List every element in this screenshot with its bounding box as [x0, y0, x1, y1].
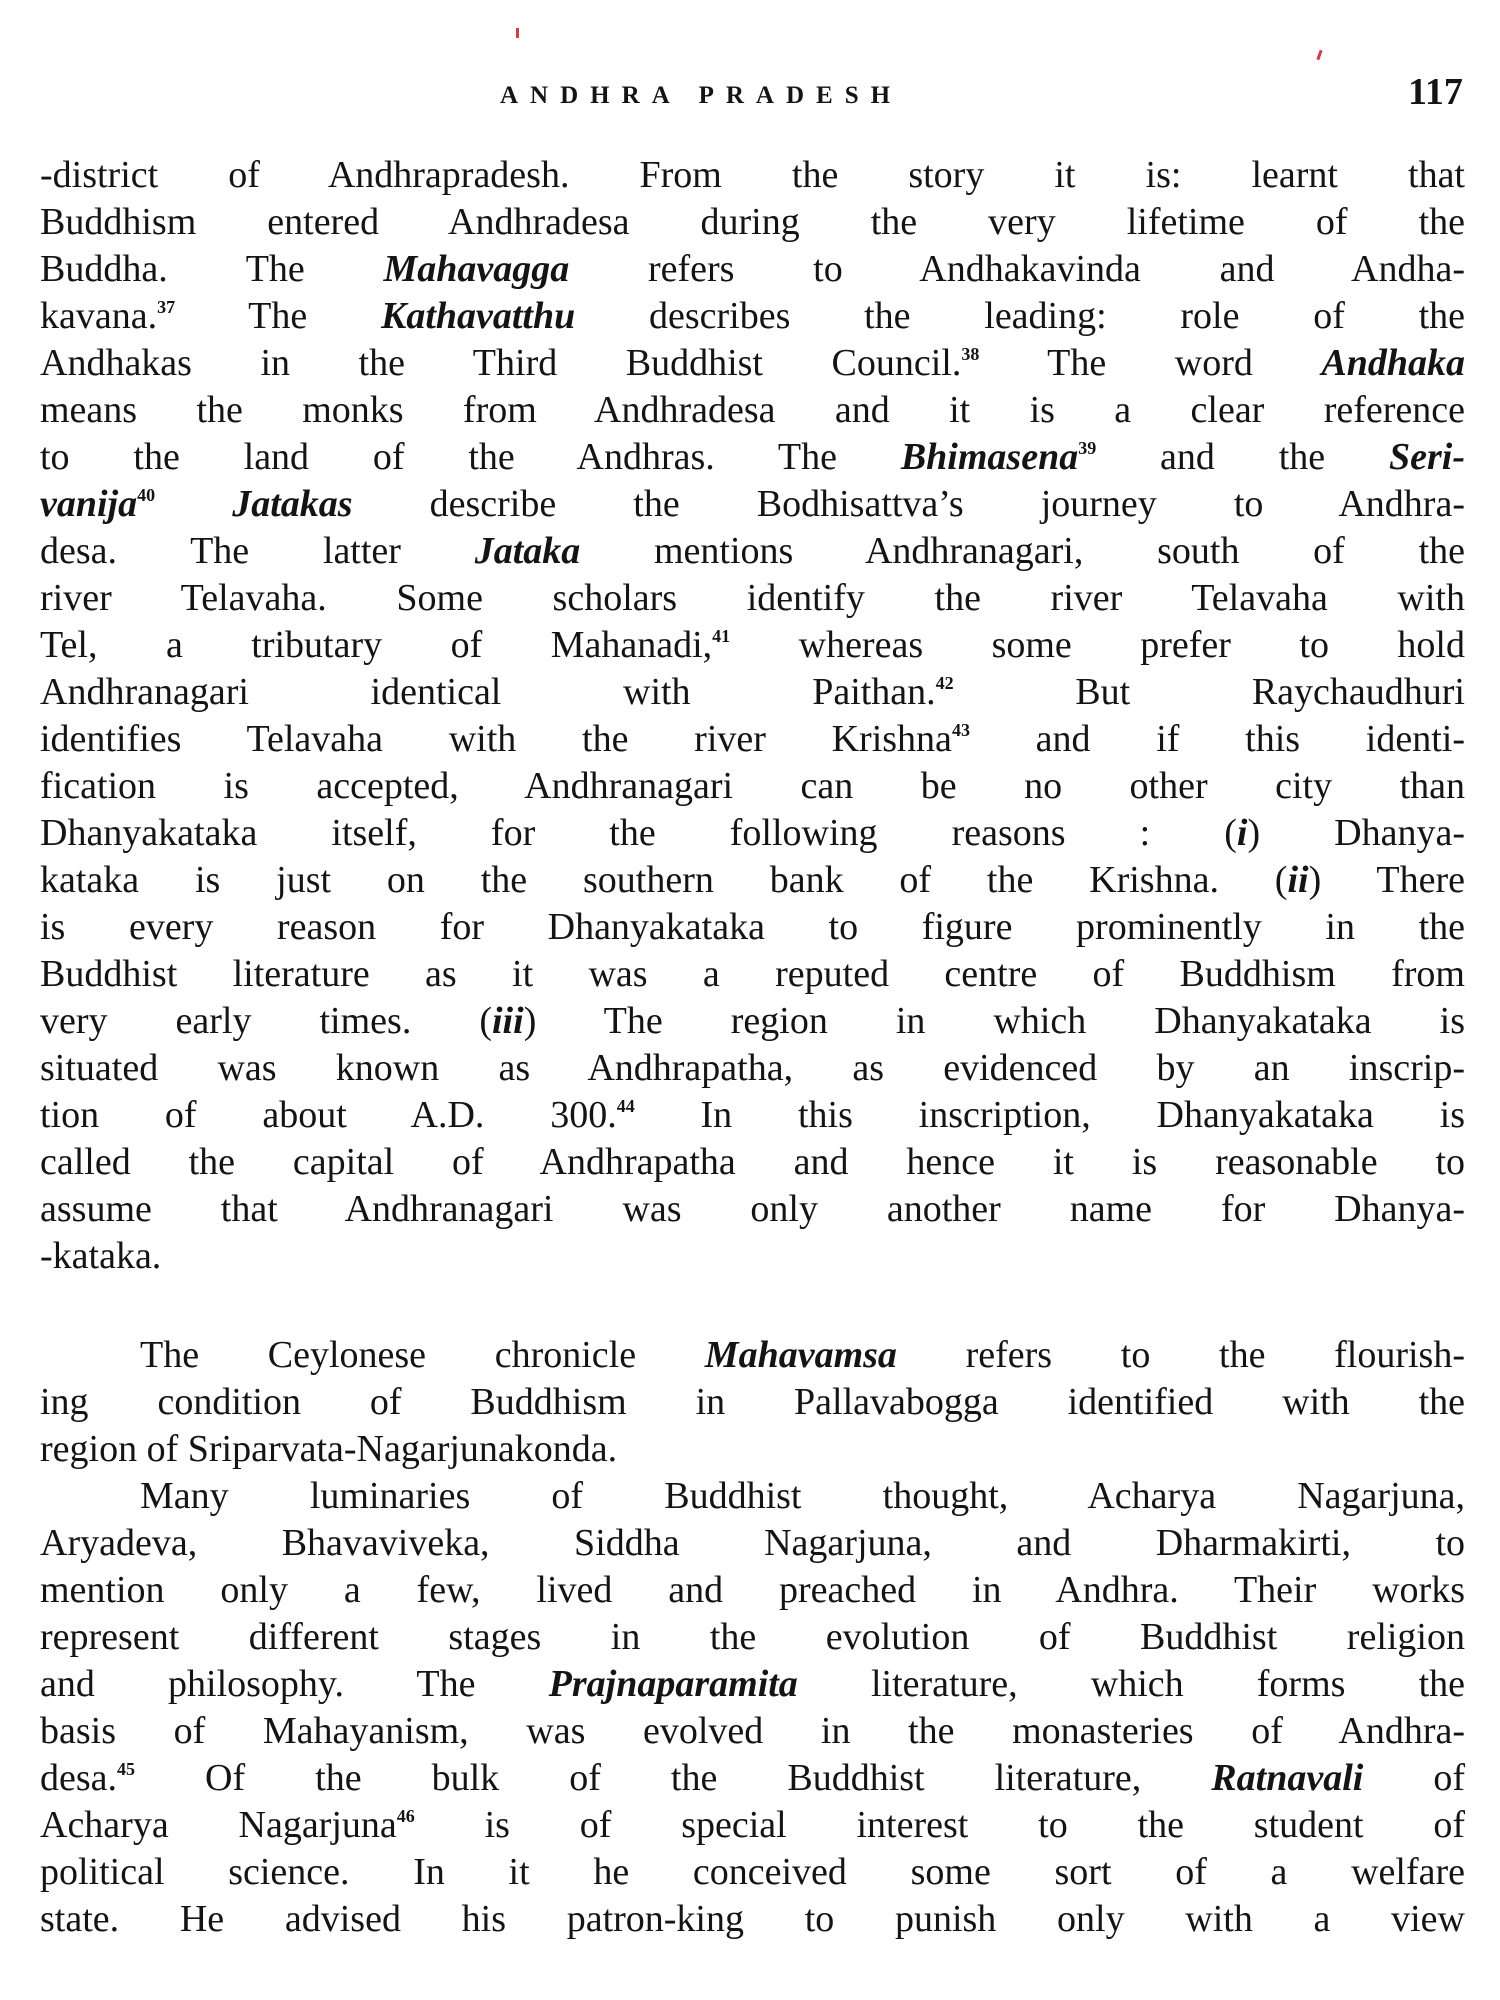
italic-title: Mahavagga	[383, 248, 570, 290]
footnote-marker: 43	[951, 720, 970, 740]
text-line	[40, 1520, 1465, 1567]
text-run: is of special interest to the student of	[414, 1804, 1465, 1846]
text-run: literature, which forms the	[797, 1663, 1465, 1705]
italic-title: vanija	[40, 483, 138, 525]
text-run: ) The region in which Dhanyakataka is	[523, 1000, 1465, 1042]
text-run: represent different stages in the evolution of Buddhist religion	[40, 1616, 1465, 1658]
text-line	[40, 951, 1465, 998]
text-run: Buddha. The	[40, 248, 384, 290]
text-line	[40, 1186, 1465, 1233]
text-line	[40, 481, 1465, 528]
text-run: tion of about A.D. 300.	[40, 1094, 617, 1136]
text-line	[40, 575, 1465, 622]
text-run: mention only a few, lived and preached in Andhra. Their works	[40, 1569, 1465, 1611]
text-run: describes the leading: role of the	[575, 295, 1465, 337]
text-run: kataka is just on the southern bank of the Krishna. (	[40, 859, 1288, 901]
italic-title: Prajnaparamita	[548, 1663, 798, 1705]
text-line	[40, 1045, 1465, 1092]
text-run: Andhakas in the Third Buddhist Council.	[40, 342, 962, 384]
text-run: Tel, a tributary of Mahanadi,	[40, 624, 713, 666]
text-line	[40, 199, 1465, 246]
text-run: kavana.	[40, 295, 158, 337]
text-line	[40, 904, 1465, 951]
text-run: Acharya Nagarjuna	[40, 1804, 397, 1846]
text-line	[40, 1849, 1465, 1896]
text-run: and the	[1096, 436, 1389, 478]
text-run: very early times. (	[40, 1000, 492, 1042]
text-line	[40, 1332, 1465, 1379]
text-line	[40, 434, 1465, 481]
italic-title: Mahavamsa	[704, 1334, 897, 1376]
text-run: ) There	[1308, 859, 1465, 901]
running-head: ANDHRA PRADESH	[500, 82, 903, 109]
ink-speck-mark	[1316, 50, 1322, 60]
text-run: mentions Andhranagari, south of the	[580, 530, 1465, 572]
text-line	[40, 857, 1465, 904]
italic-title: Jatakas	[232, 483, 353, 525]
text-line	[40, 1567, 1465, 1614]
italic-title: Bhimasena	[900, 436, 1079, 478]
text-line	[40, 622, 1465, 669]
text-line	[40, 1139, 1465, 1186]
text-run: river Telavaha. Some scholars identify the river Telavaha with	[40, 577, 1465, 619]
text-run: ) Dhanya-	[1247, 812, 1465, 854]
text-run: Buddhism entered Andhradesa during the very lifetime of the	[40, 201, 1465, 243]
text-run: -district of Andhrapradesh. From the story it is: learnt that	[40, 154, 1465, 196]
text-line	[40, 1802, 1465, 1849]
ink-speck-mark	[516, 28, 519, 38]
text-run: ing condition of Buddhism in Pallavabogga identified with the	[40, 1381, 1465, 1423]
text-run: But Raychaudhuri	[953, 671, 1465, 713]
text-run: region of Sriparvata-Nagarjunakonda.	[40, 1428, 618, 1470]
text-run: Of the bulk of the Buddhist literature,	[135, 1757, 1212, 1799]
text-run: Aryadeva, Bhavaviveka, Siddha Nagarjuna, and Dharmakirti, to	[40, 1522, 1465, 1564]
text-run: basis of Mahayanism, was evolved in the monasteries of Andhra-	[40, 1710, 1465, 1752]
text-line	[40, 246, 1465, 293]
text-line	[40, 716, 1465, 763]
footnote-marker: 39	[1078, 438, 1097, 458]
page-header	[0, 70, 1500, 130]
footnote-marker: 38	[961, 344, 980, 364]
text-run: to the land of the Andhras. The	[40, 436, 901, 478]
text-run: assume that Andhranagari was only another name for Dhanya-	[40, 1188, 1465, 1230]
text-line	[40, 1614, 1465, 1661]
italic-title: i	[1236, 812, 1248, 854]
text-run: The Ceylonese chronicle	[140, 1334, 705, 1376]
text-line	[40, 340, 1465, 387]
footnote-marker: 37	[157, 297, 176, 317]
text-line	[40, 1473, 1465, 1520]
footnote-marker: 41	[712, 626, 731, 646]
italic-title: iii	[492, 1000, 524, 1042]
text-run: and if this identi-	[969, 718, 1465, 760]
footnote-marker: 46	[396, 1806, 415, 1826]
text-run: The word	[979, 342, 1322, 384]
footnote-marker: 42	[935, 673, 954, 693]
italic-title: Kathavatthu	[380, 295, 576, 337]
text-run: whereas some prefer to hold	[730, 624, 1465, 666]
italic-title: Andhaka	[1321, 342, 1465, 384]
text-run: identifies Telavaha with the river Krishna	[40, 718, 952, 760]
text-line	[40, 810, 1465, 857]
text-line	[40, 1092, 1465, 1139]
italic-title: Ratnavali	[1211, 1757, 1364, 1799]
text-line	[40, 669, 1465, 716]
text-run: refers to the flourish-	[896, 1334, 1465, 1376]
text-line	[40, 293, 1465, 340]
text-run: In this inscription, Dhanyakataka is	[634, 1094, 1465, 1136]
text-line	[40, 763, 1465, 810]
text-run	[155, 483, 232, 525]
footnote-marker: 44	[616, 1096, 635, 1116]
text-run: called the capital of Andhrapatha and hence it is reasonable to	[40, 1141, 1465, 1183]
text-run: political science. In it he conceived some sort of a welfare	[40, 1851, 1465, 1893]
text-run: The	[175, 295, 381, 337]
body-text	[40, 152, 1465, 1943]
text-line	[40, 1708, 1465, 1755]
text-run: Many luminaries of Buddhist thought, Acharya Nagarjuna,	[140, 1475, 1465, 1517]
text-run: refers to Andhakavinda and Andha-	[569, 248, 1465, 290]
italic-title: ii	[1287, 859, 1309, 901]
text-run: Andhranagari identical with Paithan.	[40, 671, 936, 713]
text-run: means the monks from Andhradesa and it is a clear reference	[40, 389, 1465, 431]
text-line	[40, 1379, 1465, 1426]
text-line	[40, 1896, 1465, 1943]
text-run: desa. The latter	[40, 530, 475, 572]
text-run: -kataka.	[40, 1235, 162, 1277]
footnote-marker: 40	[137, 485, 156, 505]
text-run: of	[1363, 1757, 1466, 1799]
text-run: desa.	[40, 1757, 118, 1799]
text-run: and philosophy. The	[40, 1663, 549, 1705]
text-line	[40, 528, 1465, 575]
text-line	[40, 1661, 1465, 1708]
text-run: situated was known as Andhrapatha, as evidenced by an inscrip-	[40, 1047, 1465, 1089]
paragraph-gap	[40, 1280, 1465, 1332]
text-run: Buddhist literature as it was a reputed centre of Buddhism from	[40, 953, 1465, 995]
italic-title: Jataka	[474, 530, 581, 572]
text-run: fication is accepted, Andhranagari can be no other city than	[40, 765, 1465, 807]
footnote-marker: 45	[117, 1759, 136, 1779]
page-number: 117	[1408, 71, 1463, 113]
text-run: describe the Bodhisattva’s journey to Andhra-	[352, 483, 1465, 525]
text-line	[40, 1426, 1465, 1473]
text-line	[40, 387, 1465, 434]
text-line	[40, 998, 1465, 1045]
text-run: state. He advised his patron-king to punish only with a view	[40, 1898, 1465, 1940]
text-line	[40, 1233, 1465, 1280]
text-run: is every reason for Dhanyakataka to figure prominently in the	[40, 906, 1465, 948]
text-run: Dhanyakataka itself, for the following reasons : (	[40, 812, 1237, 854]
italic-title: Seri-	[1389, 436, 1465, 478]
text-line	[40, 1755, 1465, 1802]
text-line	[40, 152, 1465, 199]
